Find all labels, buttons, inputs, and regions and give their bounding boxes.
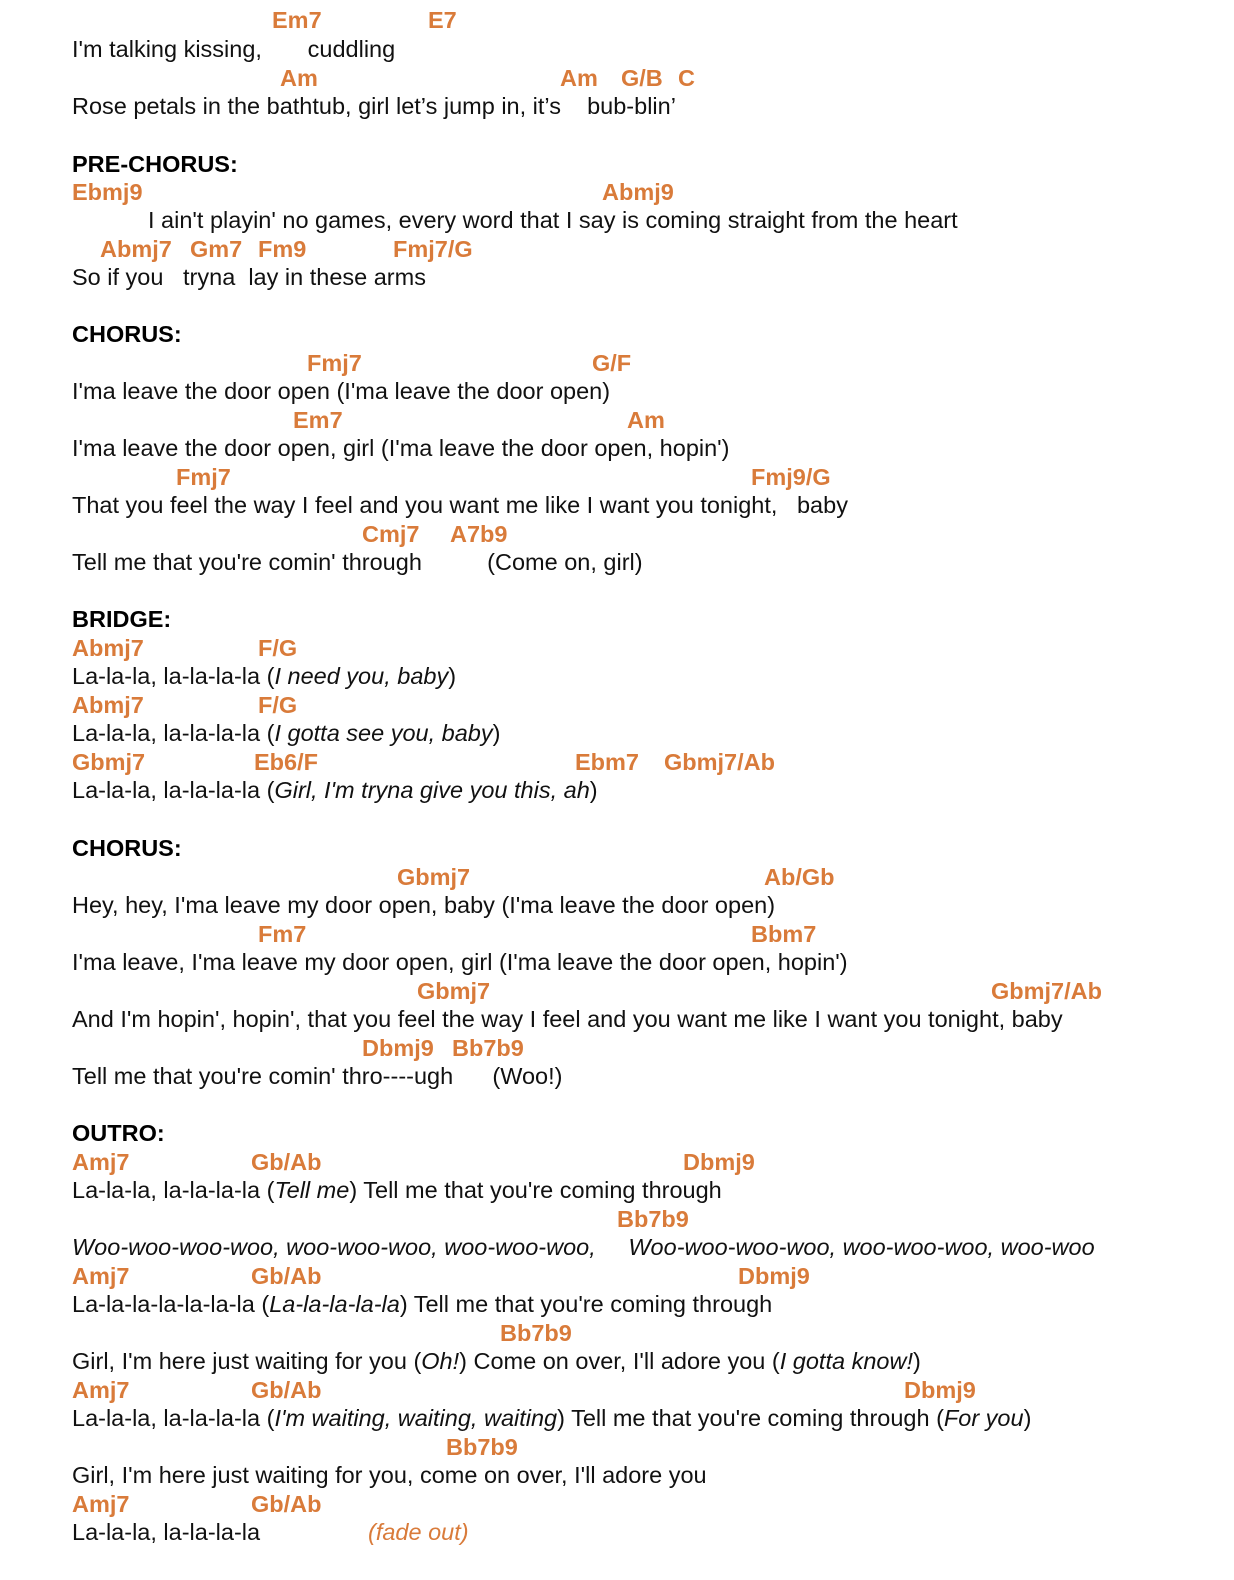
lyric-text: ) Tell me that you're coming through: [399, 1291, 773, 1317]
lyric-line: [72, 1518, 260, 1546]
lyric-text: I'ma leave the door open, girl (I'ma leave the door open, hopin'): [72, 435, 730, 461]
chord-label: Fm9: [258, 236, 307, 262]
lyric-backing-vocal: For you: [943, 1405, 1024, 1431]
lyric-text: La-la-la, la-la-la-la: [72, 1519, 261, 1545]
lyric-text: Tell me that you're comin' thro----ugh (Woo!): [72, 1063, 563, 1089]
chord-row: [0, 406, 1234, 434]
chord-label: Gb/Ab: [251, 1149, 322, 1175]
section-heading: OUTRO:: [72, 1120, 165, 1146]
chord-row: [0, 1433, 1234, 1461]
chord-label: Fmj9/G: [751, 464, 831, 490]
lyric-text: ): [912, 1348, 921, 1374]
chord-label: Dbmj9: [904, 1377, 976, 1403]
chord-label: G/B: [621, 65, 663, 91]
lyric-text: ) Come on over, I'll adore you (: [459, 1348, 780, 1374]
lyric-text: I ain't playin' no games, every word that I say is coming straight from the heart: [148, 207, 958, 233]
lyric-text: Girl, I'm here just waiting for you, come on over, I'll adore you: [72, 1462, 707, 1488]
lyric-text: I'ma leave the door open (I'ma leave the door open): [72, 378, 611, 404]
lyric-line: [72, 1461, 707, 1489]
chord-row: [0, 235, 1234, 263]
chord-row: [0, 748, 1234, 776]
lyric-line: [72, 377, 610, 405]
chord-row: [0, 1319, 1234, 1347]
lyric-line: [72, 1005, 1063, 1033]
lyric-line: [72, 1404, 1031, 1432]
chord-label: Am: [627, 407, 665, 433]
section-heading: CHORUS:: [72, 321, 182, 347]
lyric-backing-vocal: I gotta know!: [779, 1348, 913, 1374]
chord-label: Bbm7: [751, 921, 817, 947]
lyric-text: La-la-la, la-la-la-la (: [72, 777, 275, 803]
chord-label: Gbmj7: [417, 978, 491, 1004]
lyric-line: [72, 719, 500, 747]
lyric-backing-vocal: Tell me: [274, 1177, 350, 1203]
chord-label: Gm7: [190, 236, 243, 262]
chord-label: Fmj7/G: [393, 236, 473, 262]
chord-label: Em7: [272, 7, 322, 33]
chord-label: F/G: [258, 635, 298, 661]
chord-label: Ab/Gb: [764, 864, 835, 890]
chord-label: Gbmj7/Ab: [991, 978, 1102, 1004]
chord-label: Am: [280, 65, 318, 91]
lyric-backing-vocal: Woo-woo-woo-woo, woo-woo-woo, woo-woo-woo, Woo-woo-woo-woo, woo-woo-woo, woo-woo: [72, 1234, 1095, 1260]
lyric-backing-vocal: Girl, I'm tryna give you this, ah: [274, 777, 590, 803]
chord-label: Bb7b9: [452, 1035, 524, 1061]
chord-row: [0, 349, 1234, 377]
lyric-text: I'm talking kissing, cuddling: [72, 36, 396, 62]
chord-label: Gbmj7/Ab: [664, 749, 775, 775]
lyric-text: La-la-la, la-la-la-la (: [72, 663, 275, 689]
lyric-text: ): [589, 777, 598, 803]
chord-row: [0, 1148, 1234, 1176]
chord-row: [0, 1376, 1234, 1404]
lyric-text: ): [492, 720, 501, 746]
lyric-line: [72, 1290, 772, 1318]
lyric-backing-vocal: I need you, baby: [274, 663, 449, 689]
lyric-text: Tell me that you're comin' through (Come on, girl): [72, 549, 643, 575]
lyric-text: That you feel the way I feel and you want me like I want you tonight, baby: [72, 492, 848, 518]
chord-row: [0, 691, 1234, 719]
lyric-text: Girl, I'm here just waiting for you (: [72, 1348, 422, 1374]
chord-label: Gbmj7: [397, 864, 471, 890]
lyric-text: So if you tryna lay in these arms: [72, 264, 426, 290]
chord-label: Em7: [293, 407, 343, 433]
chord-row: [0, 463, 1234, 491]
chord-label: A7b9: [450, 521, 508, 547]
lyric-backing-vocal: I gotta see you, baby: [274, 720, 493, 746]
lyric-line: [72, 491, 848, 519]
lyric-backing-vocal: La-la-la-la-la: [269, 1291, 400, 1317]
chord-label: Abmj7: [100, 236, 172, 262]
chord-row: [0, 1034, 1234, 1062]
chord-label: Fmj7: [307, 350, 362, 376]
chord-label: Bb7b9: [446, 1434, 518, 1460]
chord-label: Gb/Ab: [251, 1377, 322, 1403]
lyric-line: [72, 1062, 562, 1090]
chord-label: Ebm7: [575, 749, 639, 775]
lyric-line: [72, 548, 643, 576]
lyric-line: [72, 948, 848, 976]
chord-row: [0, 920, 1234, 948]
chord-label: Bb7b9: [500, 1320, 572, 1346]
lyric-line: [72, 92, 676, 120]
chord-label: Fmj7: [176, 464, 231, 490]
fade-out-note: (fade out): [368, 1519, 469, 1545]
lyric-line: [72, 1176, 722, 1204]
lyric-text: ): [448, 663, 457, 689]
chord-label: Ebmj9: [72, 179, 143, 205]
chord-label: Dbmj9: [362, 1035, 434, 1061]
chord-row: [0, 1205, 1234, 1233]
chord-row: [0, 520, 1234, 548]
chord-label: Amj7: [72, 1377, 130, 1403]
chord-label: G/F: [592, 350, 632, 376]
lyric-line: [72, 263, 426, 291]
lyric-backing-vocal: I'm waiting, waiting, waiting: [274, 1405, 558, 1431]
lyric-text: La-la-la, la-la-la-la (: [72, 1405, 275, 1431]
chord-label: Gb/Ab: [251, 1491, 322, 1517]
chord-label: Abmj7: [72, 635, 144, 661]
lyric-text: ) Tell me that you're coming through (: [557, 1405, 944, 1431]
chord-label: Gb/Ab: [251, 1263, 322, 1289]
lyric-line: [148, 206, 958, 234]
lyric-text: And I'm hopin', hopin', that you feel the way I feel and you want me like I want you tonight, baby: [72, 1006, 1063, 1032]
chord-label: Cmj7: [362, 521, 420, 547]
lyric-line: [72, 662, 456, 690]
chord-label: Bb7b9: [617, 1206, 689, 1232]
lyric-text: La-la-la, la-la-la-la (: [72, 1177, 275, 1203]
chord-label: Gbmj7: [72, 749, 146, 775]
chord-label: F/G: [258, 692, 298, 718]
lyric-text: La-la-la, la-la-la-la (: [72, 720, 275, 746]
lyric-line: [72, 434, 730, 462]
chord-label: Dbmj9: [738, 1263, 810, 1289]
lyric-line: [72, 891, 775, 919]
chord-label: Abmj7: [72, 692, 144, 718]
chord-row: [0, 64, 1234, 92]
chord-row: [0, 6, 1234, 34]
chord-label: Eb6/F: [254, 749, 318, 775]
chord-label: Dbmj9: [683, 1149, 755, 1175]
chord-label: E7: [428, 7, 457, 33]
section-heading: CHORUS:: [72, 835, 182, 861]
lyric-line: [72, 776, 598, 804]
lyric-text: Rose petals in the bathtub, girl let’s jump in, it’s bub-blin’: [72, 93, 676, 119]
chord-row: [0, 634, 1234, 662]
lyric-text: I'ma leave, I'ma leave my door open, girl (I'ma leave the door open, hopin'): [72, 949, 848, 975]
chord-row: [0, 178, 1234, 206]
chord-label: Am: [560, 65, 598, 91]
chord-row: [0, 863, 1234, 891]
chord-label: Amj7: [72, 1491, 130, 1517]
lyric-text: ): [1023, 1405, 1032, 1431]
chord-label: Abmj9: [602, 179, 674, 205]
lyric-text: ) Tell me that you're coming through: [349, 1177, 722, 1203]
chord-row: [0, 1262, 1234, 1290]
chord-row: [0, 977, 1234, 1005]
lyric-line: [72, 1347, 921, 1375]
section-heading: PRE-CHORUS:: [72, 151, 238, 177]
lyric-line: [72, 35, 395, 63]
lyric-line: [72, 1233, 1095, 1261]
chord-label: C: [678, 65, 695, 91]
chord-label: Amj7: [72, 1263, 130, 1289]
chord-row: [0, 1490, 1234, 1518]
chord-label: Fm7: [258, 921, 307, 947]
section-heading: BRIDGE:: [72, 606, 172, 632]
lyric-text: Hey, hey, I'ma leave my door open, baby (I'ma leave the door open): [72, 892, 776, 918]
chord-label: Amj7: [72, 1149, 130, 1175]
lyric-text: La-la-la-la-la-la-la (: [72, 1291, 270, 1317]
lyric-backing-vocal: Oh!: [421, 1348, 460, 1374]
